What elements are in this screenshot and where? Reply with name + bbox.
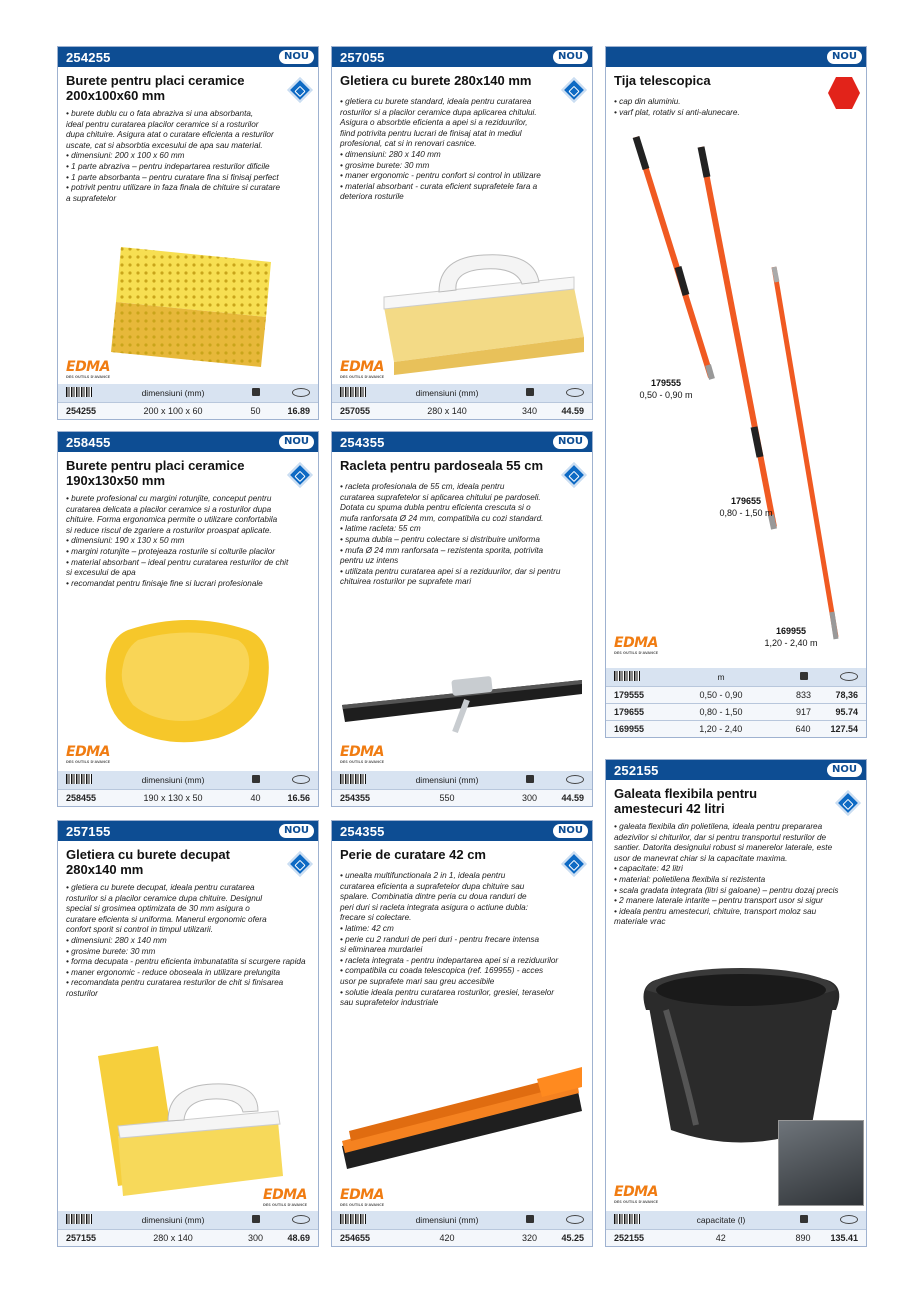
price-table [58,384,318,419]
product-card-257055 [331,46,593,420]
product-title: Gletiera cu burete decupat 280x140 mm [66,847,230,877]
table-row [332,789,592,806]
product-description: • unealta multifunctionala 2 in 1, ideala pentru curatarea eficienta a suprafetelor dupa chituire sau spalare. Combinatia dintre peria cu doua randuri de peri duri si racleta integrata asigura o actiune dubla: frecare si colectare. • latime: 42 cm • perie cu 2 randuri de peri duri - pentru frecare intensa si eliminarea murdariei • racleta integrata - pentru indepartarea apei si a reziduurilor • compatibila cu coada telescopica (ref. 169955) - acces usor pe suprafete mari sau greu accesibile • solutie ideala pentru curatarea rosturilor, gresiei, teraselor sau suprafetelor industriale [340,871,559,1008]
product-card-252155 [605,759,867,1247]
brand-logo: EDMA DES OUTILS D'AVANCE [66,744,111,764]
table-row [58,789,318,806]
product-code: 254355 [340,823,385,839]
product-card-254355-squeegee [331,431,593,807]
table-row [332,1229,592,1246]
product-card-254355-brush [331,820,593,1247]
row-dim: 42 [715,1233,726,1243]
row-dim: 280 x 140 [427,406,467,416]
row-ref: 169955 [614,724,645,734]
card-header [58,821,318,841]
product-title: Gletiera cu burete 280x140 mm [340,73,532,88]
table-header [58,384,318,402]
brand-logo: EDMA DES OUTILS D'AVANCE [340,359,385,379]
row-price: 48.69 [287,1233,310,1243]
row-ref: 258455 [66,793,97,803]
row-price: 44.59 [561,793,584,803]
row-qty: 300 [521,793,538,803]
barcode-icon [340,1214,366,1224]
new-badge: NOU [279,435,314,449]
product-description: • cap din aluminiu. • varf plat, rotativ si anti-alunecare. [614,97,740,117]
package-icon [526,1215,534,1223]
new-badge: NOU [827,50,862,64]
table-header [606,668,866,686]
package-icon [800,672,808,680]
product-title: Burete pentru placi ceramice 190x130x50 mm [66,458,245,488]
brand-logo: EDMA DES OUTILS D'AVANCE [340,1187,385,1207]
coins-icon [292,388,310,397]
col-label: dimensiuni (mm) [415,775,479,785]
row-price: 16.89 [287,406,310,416]
row-ref: 254655 [340,1233,371,1243]
table-row [606,703,866,720]
table-header [332,771,592,789]
table-row [58,1229,318,1246]
product-code: 258455 [66,434,111,450]
row-ref: 254355 [340,793,371,803]
row-dim: 1,20 - 2,40 [699,724,743,734]
product-title: Galeata flexibila pentru amestecuri 42 litri [614,786,758,816]
table-row [606,686,866,703]
row-qty: 40 [250,793,261,803]
col-label: dimensiuni (mm) [141,1215,205,1225]
product-title: Burete pentru placi ceramice 200x100x60 mm [66,73,245,103]
sponge-image [86,237,286,377]
row-dim: 550 [439,793,455,803]
table-header [606,1211,866,1229]
new-badge: NOU [553,50,588,64]
barcode-icon [66,774,92,784]
coins-icon [566,775,584,784]
new-badge: NOU [279,824,314,838]
new-badge: NOU [827,763,862,777]
coins-icon [840,1215,858,1224]
card-header [58,432,318,452]
new-badge: NOU [553,824,588,838]
product-title: Tija telescopica [614,73,711,88]
brand-logo: EDMA DES OUTILS D'AVANCE [614,1184,659,1204]
row-price: 127.54 [830,724,858,734]
price-table [332,771,592,806]
category-diamond-icon [287,851,312,876]
cut-sponge-float-image [88,1026,288,1206]
table-row [606,1229,866,1246]
row-qty: 917 [795,707,812,717]
table-row [606,720,866,737]
row-qty: 320 [521,1233,538,1243]
table-header [58,1211,318,1229]
product-card-257155 [57,820,319,1247]
bucket-detail-image [778,1120,864,1206]
coins-icon [840,672,858,681]
product-description: • gletiera cu burete standard, ideala pentru curatarea rosturilor si a placilor ceramice dupa aplicarea chitului. Asigura o absorbtie eficienta a apei si a reziduurilor, fiind potrivita pentru lucrari de finisaj atat in mediul profesional, cat si in renovari casnice. • dimensiuni: 280 x 140 mm • grosime burete: 30 mm • maner ergonomic - pentru confort si control in utilizare • material absorbant - curata eficient suprafetele fara a deteriora rosturile [340,97,541,202]
barcode-icon [614,1214,640,1224]
card-header [332,821,592,841]
card-header [606,760,866,780]
row-qty: 833 [795,690,812,700]
row-ref: 179555 [614,690,645,700]
row-qty: 640 [795,724,811,734]
row-price: 135.41 [830,1233,858,1243]
brand-logo: EDMA DES OUTILS D'AVANCE [614,635,659,655]
table-header [332,1211,592,1229]
card-header [332,47,592,67]
row-dim: 0,50 - 0,90 [699,690,743,700]
row-dim: 0,80 - 1,50 [699,707,743,717]
brand-logo: EDMA DES OUTILS D'AVANCE [263,1187,308,1207]
product-code: 257055 [340,49,385,65]
variant-label: 169955 1,20 - 2,40 m [764,626,818,648]
coins-icon [566,1215,584,1224]
new-badge: NOU [553,435,588,449]
row-price: 45.25 [561,1233,584,1243]
row-qty: 50 [250,406,261,416]
product-title: Racleta pentru pardoseala 55 cm [340,458,544,473]
product-card-258455 [57,431,319,807]
category-diamond-icon [835,790,860,815]
new-badge: NOU [279,50,314,64]
price-table [332,384,592,419]
variant-label: 179655 0,80 - 1,50 m [719,496,773,518]
rounded-sponge-image [98,610,278,750]
row-qty: 300 [247,1233,264,1243]
row-price: 78,36 [835,690,858,700]
row-qty: 890 [795,1233,811,1243]
col-label: dimensiuni (mm) [141,388,205,398]
package-icon [252,775,260,783]
package-icon [252,388,260,396]
table-row [58,402,318,419]
row-ref: 254255 [66,406,97,416]
row-price: 16.56 [287,793,310,803]
product-description: • galeata flexibila din polietilena, ideala pentru prepararea adezivilor si chiturilor, dar si pentru transportul resturilor de santier. Datorita designului robust si manerelor laterale, este usor de manevrat chiar si la capacitate maxima. • capacitate: 42 litri • material: polietilena flexibila si rezistenta • scala gradata integrata (litri si galoane) – pentru dozaj precis • 2 manere laterale intarite – pentru transport usor si sigur • ideala pentru amestecuri, chituire, transport moloz sau materiale vrac [614,822,839,927]
price-table [58,771,318,806]
price-table [606,1211,866,1246]
cleaning-brush-image [337,1061,587,1171]
coins-icon [292,1215,310,1224]
product-description: • burete dublu cu o fata abraziva si una absorbanta, ideal pentru curatarea placilor ceramice si a rosturilor dupa chituire. Asigura atat o curatare eficienta a resturilor uscate, cat si absorbtia excesului de apa sau material. • dimensiuni: 200 x 100 x 60 mm • 1 parte abraziva – pentru indepartarea resturilor dificile • 1 parte absorbanta – pentru curatare fina si finisaj perfect • potrivit pentru utilizare in faza finala de chituire si curatare a suprafetelor [66,109,281,203]
row-ref: 252155 [614,1233,645,1243]
product-card-telescopic-rod [605,46,867,738]
price-table [332,1211,592,1246]
brand-logo: EDMA DES OUTILS D'AVANCE [66,359,111,379]
package-icon [800,1215,808,1223]
package-icon [526,775,534,783]
table-header [58,771,318,789]
table-header [332,384,592,402]
col-label: dimensiuni (mm) [415,388,479,398]
barcode-icon [340,774,366,784]
barcode-icon [66,1214,92,1224]
row-qty: 340 [521,406,538,416]
col-label: capacitate (l) [696,1215,746,1225]
coins-icon [566,388,584,397]
product-card-254255 [57,46,319,420]
col-label: m [717,672,725,682]
coins-icon [292,775,310,784]
row-price: 44.59 [561,406,584,416]
price-table [58,1211,318,1246]
price-table [606,668,866,737]
barcode-icon [340,387,366,397]
barcode-icon [614,671,640,681]
row-dim: 200 x 100 x 60 [143,406,203,416]
package-icon [252,1215,260,1223]
row-dim: 280 x 140 [153,1233,193,1243]
row-ref: 257055 [340,406,371,416]
product-title: Perie de curatare 42 cm [340,847,486,862]
row-ref: 179655 [614,707,645,717]
col-label: dimensiuni (mm) [141,775,205,785]
product-code: 257155 [66,823,111,839]
squeegee-image [337,660,587,740]
row-ref: 257155 [66,1233,97,1243]
product-code: 254255 [66,49,111,65]
card-header [58,47,318,67]
product-code: 254355 [340,434,385,450]
product-description: • gletiera cu burete decupat, ideala pentru curatarea rosturilor si a placilor ceramice dupa chituire. Designul special si grosimea optimizata de 30 mm asigura o curatare eficienta si uniforma. Manerul ergonomic ofera confort sporit si control in timpul utilizarii. • dimensiuni: 280 x 140 mm • grosime burete: 30 mm • forma decupata - pentru eficienta imbunatatita si scurgere rapida • maner ergonomic - reduce oboseala in utilizare prelungita • recomandata pentru curatarea resturilor de chit si finisarea rosturilor [66,883,306,998]
row-dim: 420 [439,1233,455,1243]
row-price: 95.74 [835,707,858,717]
product-description: • burete profesional cu margini rotunjite, conceput pentru curatarea delicata a placilor ceramice si a rosturilor dupa chituire. Forma ergonomica permite o utilizare confortabila si reduce riscul de zgariere a rosturilor proaspat aplicate. • dimensiuni: 190 x 130 x 50 mm • margini rotunjite – protejeaza rosturile si colturile placilor • material absorbant – ideal pentru curatarea resturilor de chit si excesului de apa • recomandat pentru finisaje fine si lucrari profesionale [66,494,289,588]
package-icon [526,388,534,396]
sponge-float-image [344,247,584,377]
row-dim: 190 x 130 x 50 [143,793,203,803]
card-header [606,47,866,67]
variant-label: 179555 0,50 - 0,90 m [639,378,693,400]
product-description: • racleta profesionala de 55 cm, ideala pentru curatarea suprafetelor si aplicarea chitului pe pardoseli. Dotata cu spuma dubla pentru eficienta crescuta si o mufa ranforsata Ø 24 mm, compatibila cu cozi standard. • latime racleta: 55 cm • spuma dubla – pentru colectare si distribuire uniforma • mufa Ø 24 mm ranforsata – rezistenta sporita, potrivita pentru uz intens • utilizata pentru curatarea apei si a reziduurilor, dar si pentru chituirea rosturilor pe suprafete mari [340,482,561,587]
col-label: dimensiuni (mm) [415,1215,479,1225]
product-code: 252155 [614,762,659,778]
barcode-icon [66,387,92,397]
category-diamond-icon [287,462,312,487]
table-row [332,402,592,419]
brand-logo: EDMA DES OUTILS D'AVANCE [340,744,385,764]
category-diamond-icon [287,77,312,102]
card-header [332,432,592,452]
